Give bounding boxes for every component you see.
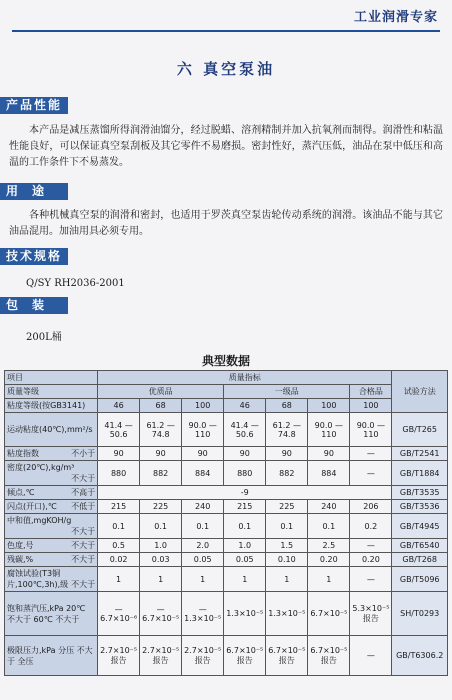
row-label: [5, 539, 98, 553]
section-performance-text: 本产品是减压蒸馏所得润滑油馏分，经过脱蜡、溶剂精制并加入抗氧剂而制得。润滑性和粘温性能良好，可以保证真空泵刮板及其它零件不易磨损。密封性好，蒸汽压低，油品在泵中低压和高温的工作条件下不易蒸发。: [9, 125, 443, 168]
value-cell: -9: [98, 486, 392, 500]
value-cell: 90: [308, 447, 350, 461]
brand-title: 工业润滑专家: [353, 10, 438, 25]
value-cell: 215: [98, 500, 140, 514]
value-cell: 41.4 — 50.6: [224, 413, 266, 447]
table-row: [5, 500, 448, 514]
value-cell: 90.0 — 110: [182, 413, 224, 447]
value-cell: 0.20: [350, 553, 392, 567]
value-cell: 1.3×10⁻⁵: [266, 592, 308, 636]
section-package-text: 200L桶: [26, 332, 62, 343]
method-cell: GB/T268: [392, 553, 448, 567]
section-usage-heading: 用途: [0, 183, 68, 200]
header-grade: 质量等级: [5, 385, 98, 399]
row-limit: 不大于: [71, 580, 96, 589]
value-cell: 90: [98, 447, 140, 461]
row-label: [5, 500, 98, 514]
visc-grade: 100: [182, 399, 224, 413]
section-package-heading: 包装: [0, 297, 68, 314]
value-cell: 882: [266, 461, 308, 486]
value-cell: 1.5: [266, 539, 308, 553]
value-cell: 1.0: [224, 539, 266, 553]
value-cell: 884: [308, 461, 350, 486]
row-limit: 不高于: [71, 488, 96, 497]
value-cell: 41.4 — 50.6: [98, 413, 140, 447]
value-cell: 0.1: [182, 514, 224, 539]
value-cell: —: [350, 461, 392, 486]
table-row: [5, 636, 448, 676]
method-cell: GB/T3536: [392, 500, 448, 514]
value-cell: 884: [182, 461, 224, 486]
value-cell: —: [350, 636, 392, 676]
value-cell: 61.2 — 74.8: [140, 413, 182, 447]
value-cell: 6.7×10⁻⁵: [308, 592, 350, 636]
value-cell: 6.7×10⁻⁵ 报告: [266, 636, 308, 676]
method-cell: GB/T6540: [392, 539, 448, 553]
row-label: [5, 567, 98, 592]
method-cell: GB/T2541: [392, 447, 448, 461]
header-rule: [12, 30, 440, 32]
value-cell: 5.3×10⁻⁵ 报告: [350, 592, 392, 636]
value-cell: 1: [140, 567, 182, 592]
value-cell: 61.2 — 74.8: [266, 413, 308, 447]
value-cell: 0.1: [98, 514, 140, 539]
table-row: [5, 447, 448, 461]
value-cell: 215: [224, 500, 266, 514]
row-label: [5, 447, 98, 461]
row-label-text: 腐蚀试验(T3铜片,100℃,3h),级: [7, 569, 69, 589]
visc-grade: 68: [266, 399, 308, 413]
row-limit: 不大于: [71, 541, 96, 550]
section-spec-text: Q/SY RH2036-2001: [26, 278, 125, 289]
row-label: [5, 636, 98, 676]
value-cell: 240: [308, 500, 350, 514]
visc-grade: 100: [350, 399, 392, 413]
value-cell: 0.1: [266, 514, 308, 539]
row-limit: 不大于: [71, 555, 96, 564]
table-row: [5, 553, 448, 567]
value-cell: 90.0 — 110: [350, 413, 392, 447]
value-cell: 0.10: [266, 553, 308, 567]
row-label-text: 运动粘度(40℃),mm²/s: [7, 425, 93, 434]
value-cell: —: [350, 539, 392, 553]
row-label-text: 粘度指数: [7, 449, 39, 458]
value-cell: 882: [140, 461, 182, 486]
value-cell: 90: [140, 447, 182, 461]
table-row: [5, 413, 448, 447]
value-cell: 1.0: [140, 539, 182, 553]
row-limit: 不大于: [71, 474, 96, 483]
row-label-text: 倾点,℃: [7, 488, 35, 497]
value-cell: 2.7×10⁻⁵ 报告: [140, 636, 182, 676]
value-cell: 90: [266, 447, 308, 461]
value-cell: — 6.7×10⁻⁵: [140, 592, 182, 636]
row-label: [5, 461, 98, 486]
value-cell: 6.7×10⁻⁵ 报告: [224, 636, 266, 676]
value-cell: 90: [224, 447, 266, 461]
value-cell: 1: [224, 567, 266, 592]
grade-first: 一级品: [224, 385, 350, 399]
header-viscosity-grade: 粘度等级(按GB3141): [5, 399, 98, 413]
value-cell: 880: [224, 461, 266, 486]
value-cell: 2.5: [308, 539, 350, 553]
method-cell: GB/T3535: [392, 486, 448, 500]
row-label: [5, 486, 98, 500]
header-item: 项目: [5, 371, 98, 385]
value-cell: — 6.7×10⁻⁶: [98, 592, 140, 636]
typical-data-table: [4, 370, 448, 676]
row-label: [5, 413, 98, 447]
grade-qualified: 合格品: [350, 385, 392, 399]
value-cell: 0.1: [140, 514, 182, 539]
row-limit: 不低于: [71, 502, 96, 511]
method-cell: SH/T0293: [392, 592, 448, 636]
section-spec-heading: 技术规格: [0, 248, 68, 265]
value-cell: 1: [266, 567, 308, 592]
value-cell: 1: [98, 567, 140, 592]
row-limit: 不大于: [71, 527, 96, 536]
value-cell: 0.05: [182, 553, 224, 567]
visc-grade: 100: [308, 399, 350, 413]
header-quality: 质量指标: [98, 371, 392, 385]
method-cell: GB/T265: [392, 413, 448, 447]
row-label-text: 闪点(开口),℃: [7, 502, 57, 511]
method-cell: GB/T1884: [392, 461, 448, 486]
value-cell: 0.03: [140, 553, 182, 567]
value-cell: 0.1: [308, 514, 350, 539]
row-label-text: 极限压力,kPa 分压 不大于 全压: [7, 645, 93, 666]
value-cell: 2.7×10⁻⁵ 报告: [182, 636, 224, 676]
row-label-text: 密度(20℃),kg/m³: [7, 463, 75, 472]
value-cell: — 1.3×10⁻⁵: [182, 592, 224, 636]
section-usage-text: 各种机械真空泵的润滑和密封，也适用于罗茨真空泵齿轮传动系统的润滑。该油品不能与其它油品混用。加油用具必须专用。: [9, 210, 443, 237]
value-cell: 90.0 — 110: [308, 413, 350, 447]
table-row: [5, 514, 448, 539]
table-body: [5, 413, 448, 676]
visc-grade: 46: [98, 399, 140, 413]
table-row: [5, 567, 448, 592]
table-row: [5, 461, 448, 486]
table-title: 典型数据: [201, 354, 250, 368]
row-label-text: 残碳,%: [7, 555, 34, 564]
value-cell: —: [350, 567, 392, 592]
value-cell: 225: [140, 500, 182, 514]
row-label-text: 饱和蒸汽压,kPa 20℃ 不大于 60℃ 不大于: [7, 603, 86, 624]
chapter-title: 六 真空泵油: [176, 60, 276, 78]
grade-premium: 优质品: [98, 385, 224, 399]
table-row: [5, 539, 448, 553]
method-cell: GB/T5096: [392, 567, 448, 592]
value-cell: 6.7×10⁻⁵ 报告: [308, 636, 350, 676]
value-cell: 90: [182, 447, 224, 461]
value-cell: 225: [266, 500, 308, 514]
table-row: [5, 592, 448, 636]
method-cell: GB/T6306.2: [392, 636, 448, 676]
value-cell: 0.5: [98, 539, 140, 553]
value-cell: 0.02: [98, 553, 140, 567]
visc-grade: 46: [224, 399, 266, 413]
value-cell: 1.3×10⁻⁵: [224, 592, 266, 636]
header-method: 试验方法: [392, 371, 448, 413]
row-label-text: 中和值,mgKOH/g: [7, 516, 72, 525]
row-label: [5, 553, 98, 567]
value-cell: 2.0: [182, 539, 224, 553]
row-label: [5, 592, 98, 636]
visc-grade: 68: [140, 399, 182, 413]
section-performance-heading: 产品性能: [0, 97, 68, 114]
value-cell: 880: [98, 461, 140, 486]
value-cell: 0.05: [224, 553, 266, 567]
method-cell: GB/T4945: [392, 514, 448, 539]
row-limit: 不小于: [71, 449, 96, 458]
row-label-text: 色度,号: [7, 541, 34, 550]
value-cell: 1: [182, 567, 224, 592]
value-cell: 0.2: [350, 514, 392, 539]
value-cell: 0.20: [308, 553, 350, 567]
value-cell: 0.1: [224, 514, 266, 539]
value-cell: 2.7×10⁻⁵ 报告: [98, 636, 140, 676]
table-row: [5, 486, 448, 500]
value-cell: 206: [350, 500, 392, 514]
value-cell: 1: [308, 567, 350, 592]
row-label: [5, 514, 98, 539]
value-cell: —: [350, 447, 392, 461]
value-cell: 240: [182, 500, 224, 514]
